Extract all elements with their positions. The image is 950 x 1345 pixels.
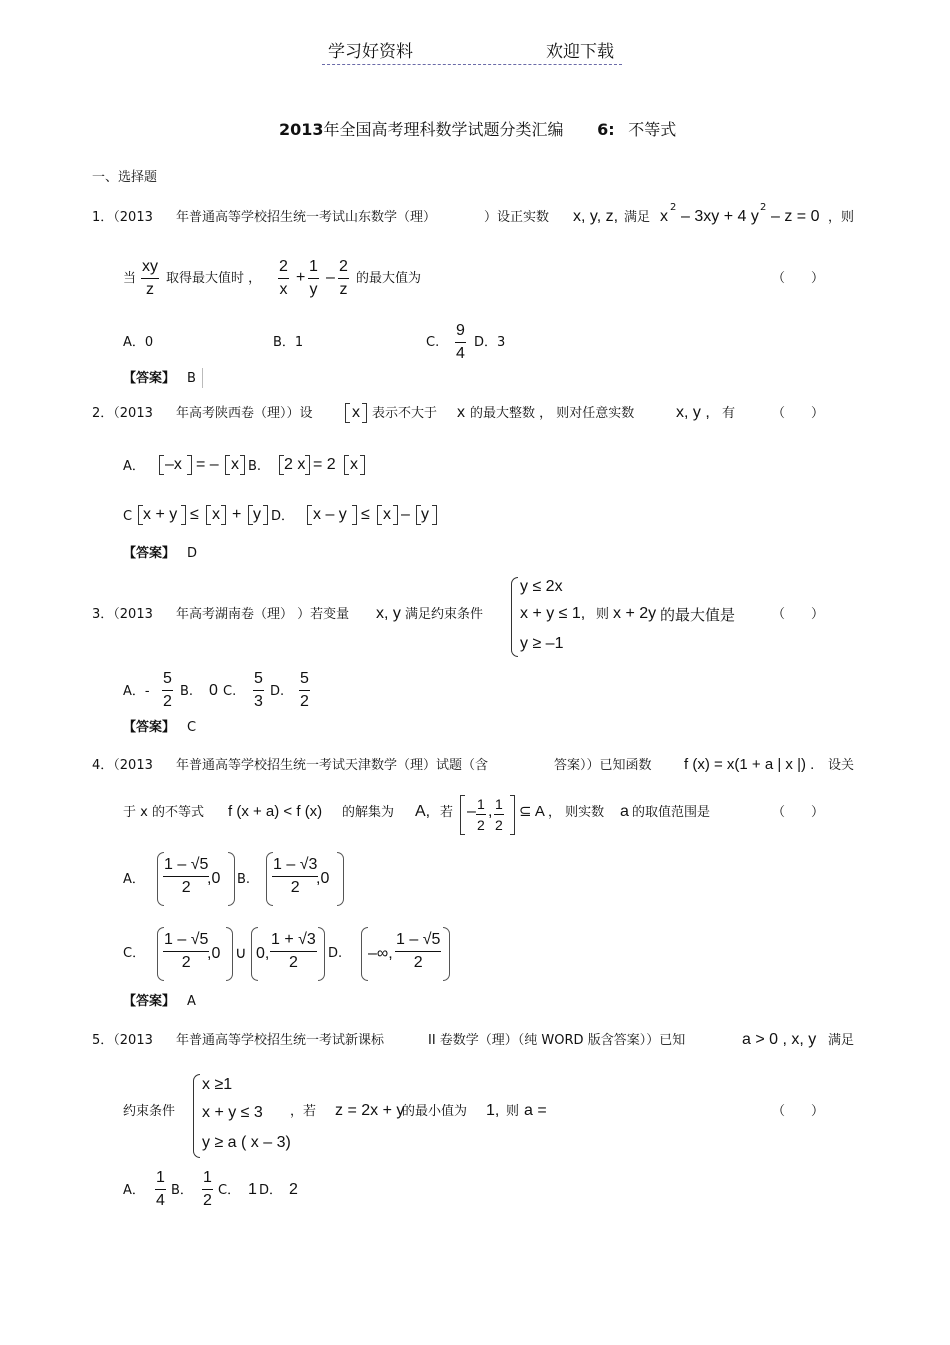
q2-opt-d-2: x bbox=[383, 506, 391, 523]
q1-vars: x, y, z, bbox=[573, 208, 619, 225]
q3-c-num: 5 bbox=[253, 671, 264, 691]
q4-subset: ⊆ A bbox=[519, 803, 545, 820]
q3-answer: C bbox=[187, 720, 197, 735]
q2-b-br2 bbox=[360, 455, 365, 475]
q3-c2-obj: x + 2y bbox=[613, 605, 657, 622]
q2-b-br1 bbox=[305, 455, 310, 475]
q5-c1: x ≥1 bbox=[202, 1076, 233, 1093]
q5-if: ，若 bbox=[290, 1104, 317, 1119]
q1-mark bbox=[202, 368, 203, 388]
q2-source: 年高考陕西卷（理））设 bbox=[176, 406, 313, 421]
q5-opt-b-frac bbox=[202, 1170, 213, 1209]
q1-sup-2: 2 bbox=[760, 202, 767, 213]
q2-d-br3 bbox=[432, 505, 437, 525]
q2-opt-d-1: x – y bbox=[313, 506, 347, 523]
q1-max-value: 的最大值为 bbox=[356, 271, 422, 286]
q1-eq-a: x bbox=[660, 208, 668, 225]
q4-opt-a-label[interactable]: A． bbox=[123, 872, 145, 887]
q2-opt-d-label[interactable]: D． bbox=[271, 509, 295, 524]
q2-a-br1 bbox=[187, 455, 192, 475]
q2-mid: 表示不大于 bbox=[372, 406, 438, 421]
q3-cond: 满足约束条件 bbox=[405, 607, 484, 622]
q1-source: 年普通高等学校招生统一考试山东数学（理） bbox=[176, 210, 437, 225]
q4-b-den: 2 bbox=[290, 879, 300, 896]
q3-c-den: 3 bbox=[254, 693, 263, 710]
q4-answer-label: 【答案】 bbox=[123, 994, 176, 1009]
q4-interval-f2 bbox=[494, 797, 504, 832]
q4-d-pr bbox=[443, 927, 450, 981]
q3-c3: y ≥ –1 bbox=[520, 635, 564, 652]
q5-min: 的最小值为 bbox=[402, 1104, 468, 1119]
q4-fx: f (x) = x(1 + a | x |) . bbox=[684, 756, 815, 773]
q4-c2-pr bbox=[318, 927, 325, 981]
q2-answer-label: 【答案】 bbox=[123, 546, 176, 561]
q5-paren: （ ） bbox=[772, 1104, 825, 1119]
q5-opt-d[interactable]: D． bbox=[259, 1183, 283, 1198]
q1-frac-2x bbox=[278, 259, 289, 298]
q5-num: 5．（2013 bbox=[92, 1033, 153, 1048]
q2-x-bracket: x bbox=[352, 404, 360, 421]
q2-xy: x, y , bbox=[676, 404, 710, 421]
q2-answer: D bbox=[187, 546, 198, 561]
q2-d-br1 bbox=[352, 505, 357, 525]
q1-frac-1y bbox=[308, 259, 319, 298]
q4-a-num: 1 – √5 bbox=[163, 857, 209, 877]
q1-opt-d[interactable]: D．3 bbox=[474, 335, 506, 350]
title-topic: 不等式 bbox=[628, 120, 677, 139]
q4-a-den: 2 bbox=[181, 879, 191, 896]
q5-c3: y ≥ a ( x – 3) bbox=[202, 1134, 291, 1151]
q4-opt-d-label[interactable]: D. bbox=[328, 946, 343, 961]
q2-paren: （ ） bbox=[772, 406, 825, 421]
q4-opt-b-label[interactable]: B. bbox=[237, 872, 251, 887]
q4-i-d2: 2 bbox=[495, 817, 503, 833]
q4-interval-minus: – bbox=[467, 803, 476, 820]
q5-c2: x + y ≤ 3 bbox=[202, 1104, 263, 1121]
q5-z: z = 2x + y bbox=[335, 1102, 405, 1119]
q1-optc-den: 4 bbox=[456, 345, 465, 362]
q3-opt-a[interactable]: A．- bbox=[123, 684, 150, 699]
q2-bracket-r bbox=[362, 403, 367, 423]
q1-max-when: 取得最大值时 ， bbox=[166, 271, 262, 286]
q5-a-num: 1 bbox=[155, 1170, 166, 1190]
q4-range: 的取值范围是 bbox=[632, 805, 711, 820]
q5-source: 年普通高等学校招生统一考试新课标 bbox=[176, 1033, 385, 1048]
q3-num: 3．（2013 bbox=[92, 607, 153, 622]
q4-d-pl bbox=[361, 927, 368, 981]
q4-A: A, bbox=[415, 803, 431, 820]
q5-opt-b[interactable]: B． bbox=[171, 1183, 193, 1198]
q1-num: 1．（2013 bbox=[92, 210, 153, 225]
q4-c2-den: 2 bbox=[288, 954, 298, 971]
title-year: 2013 bbox=[279, 120, 324, 139]
q4-interval-f1 bbox=[476, 797, 486, 832]
q4-interval-br bbox=[510, 795, 515, 835]
q1-plus: + bbox=[296, 269, 306, 286]
q2-opt-c-le: ≤ bbox=[190, 506, 199, 523]
q4-opt-b-frac bbox=[272, 857, 318, 896]
q5-brace bbox=[193, 1074, 200, 1158]
q2-num: 2．（2013 bbox=[92, 406, 153, 421]
q3-opt-c-frac bbox=[253, 671, 264, 710]
q4-a-pr bbox=[228, 852, 235, 906]
q3-opt-d[interactable]: D. bbox=[270, 684, 285, 699]
q5-source-2: II 卷数学（理）（纯 WORD 版含答案））已知 bbox=[428, 1033, 686, 1048]
q2-opt-a-expr: –x bbox=[165, 456, 182, 473]
q1-sup-1: 2 bbox=[670, 202, 677, 213]
q4-interval-comma: , bbox=[488, 803, 493, 820]
q4-c-den: 2 bbox=[181, 954, 191, 971]
q2-opt-b-eq: = 2 bbox=[313, 456, 336, 473]
title-num: 6: bbox=[597, 120, 615, 139]
q2-opt-d-le: ≤ bbox=[361, 506, 370, 523]
q4-real: ， 则实数 bbox=[548, 805, 605, 820]
q3-c2: x + y ≤ 1, bbox=[520, 605, 586, 622]
q4-opt-c2-head: 0, bbox=[256, 945, 270, 962]
q2-c-br1 bbox=[181, 505, 186, 525]
q3-a-den: 2 bbox=[163, 693, 172, 710]
q4-opt-b-tail: ,0 bbox=[316, 870, 330, 887]
q2-bracket-l bbox=[345, 403, 350, 423]
q4-c-num: 1 – √5 bbox=[163, 932, 209, 952]
q4-a: a bbox=[620, 803, 629, 820]
q2-c-br2 bbox=[221, 505, 226, 525]
q4-opt-d-frac bbox=[395, 932, 441, 971]
q2-opt-d-3: y bbox=[421, 506, 429, 523]
q5-opt-c-val: 1 bbox=[248, 1181, 257, 1198]
q3-a-num: 5 bbox=[162, 671, 173, 691]
q2-a-bl2 bbox=[225, 455, 230, 475]
q4-source: 年普通高等学校招生统一考试天津数学（理）试题（含 bbox=[176, 758, 489, 773]
q3-xy: x, y bbox=[376, 605, 401, 622]
q1-f2-den: x bbox=[279, 281, 288, 298]
q2-opt-c-2: x bbox=[212, 506, 220, 523]
q4-about-x: 于 x 的不等式 bbox=[123, 805, 204, 820]
q3-opt-d-frac bbox=[299, 671, 310, 710]
q1-eq-b: – 3xy + 4 y bbox=[681, 208, 759, 225]
q4-if: 若 bbox=[440, 805, 454, 820]
q1-cond: 满足 bbox=[624, 210, 651, 225]
q1-when: 当 bbox=[123, 271, 137, 286]
q1-eq-c: – z = 0 bbox=[771, 208, 820, 225]
q4-opt-c-tail: ,0 bbox=[207, 945, 221, 962]
q4-opt-c-cup: ∪ bbox=[235, 945, 247, 962]
q5-opt-a-frac bbox=[155, 1170, 166, 1209]
q1-paren: （ ） bbox=[772, 271, 825, 286]
q4-c2-num: 1 + √3 bbox=[270, 932, 317, 952]
q2-d-br2 bbox=[393, 505, 398, 525]
q5-cond: a > 0 , x, y bbox=[742, 1031, 817, 1048]
q4-opt-d-head: –∞, bbox=[368, 945, 393, 962]
q1-opt-c[interactable]: C. bbox=[426, 335, 440, 350]
q5-opt-c[interactable]: C． bbox=[218, 1183, 241, 1198]
q5-opt-d-val: 2 bbox=[289, 1181, 298, 1198]
q3-opt-a-frac bbox=[162, 671, 173, 710]
q4-b-num: 1 – √3 bbox=[272, 857, 318, 877]
q5-then: 则 bbox=[506, 1104, 520, 1119]
q3-d-den: 2 bbox=[300, 693, 309, 710]
q4-i-d1: 2 bbox=[477, 817, 485, 833]
q4-tail: 设关 bbox=[828, 758, 855, 773]
q5-one: 1, bbox=[486, 1102, 500, 1119]
q3-brace bbox=[511, 577, 518, 657]
q5-tail: 满足 bbox=[828, 1033, 855, 1048]
q1-frac1-den: z bbox=[146, 281, 154, 298]
q1-minus: – bbox=[326, 269, 335, 286]
q2-a-br2 bbox=[240, 455, 245, 475]
q5-opt-a[interactable]: A． bbox=[123, 1183, 145, 1198]
q4-answer: A bbox=[187, 994, 196, 1009]
q2-a-bl1 bbox=[159, 455, 164, 475]
q2-c-bl2 bbox=[206, 505, 211, 525]
q5-b-num: 1 bbox=[202, 1170, 213, 1190]
q4-i-n1: 1 bbox=[476, 797, 486, 815]
q2-d-bl1 bbox=[307, 505, 312, 525]
page-title bbox=[279, 122, 676, 138]
section-heading: 一、选择题 bbox=[92, 170, 158, 185]
q2-b-bl2 bbox=[344, 455, 349, 475]
q5-a-eq: a = bbox=[524, 1102, 547, 1119]
q1-opt-c-frac bbox=[455, 323, 466, 362]
q1-answer-label: 【答案】 bbox=[123, 371, 176, 386]
q1-opt-a[interactable]: A．0 bbox=[123, 335, 154, 350]
q4-interval-bl bbox=[460, 795, 465, 835]
q1-frac-xy-z bbox=[141, 259, 159, 298]
q1-opt-b[interactable]: B．1 bbox=[273, 335, 304, 350]
q4-b-pr bbox=[337, 852, 344, 906]
q2-opt-a-label[interactable]: A． bbox=[123, 459, 145, 474]
q3-opt-b-val: 0 bbox=[209, 682, 218, 699]
q3-opt-c[interactable]: C. bbox=[223, 684, 237, 699]
q2-opt-b-x: x bbox=[350, 456, 358, 473]
q2-d-bl2 bbox=[377, 505, 382, 525]
q2-c-br3 bbox=[263, 505, 268, 525]
q1-optc-num: 9 bbox=[455, 323, 466, 343]
title-text: 年全国高考理科数学试题分类汇编 bbox=[323, 120, 564, 139]
q2-opt-b-expr: 2 x bbox=[284, 456, 306, 473]
q2-tail: 有 bbox=[722, 406, 736, 421]
q5-constraints-label: 约束条件 bbox=[123, 1104, 176, 1119]
q4-opt-a-tail: ,0 bbox=[207, 870, 221, 887]
q4-source-2: 答案））已知函数 bbox=[554, 758, 652, 773]
q2-opt-c-3: y bbox=[253, 506, 261, 523]
q2-opt-a-eq: = – bbox=[196, 456, 219, 473]
header-right: 欢迎下载 bbox=[546, 42, 614, 62]
q1-f3-den: y bbox=[309, 281, 318, 298]
q1-f3-num: 1 bbox=[308, 259, 319, 279]
q5-a-den: 4 bbox=[156, 1192, 165, 1209]
q4-solution-set: 的解集为 bbox=[342, 805, 395, 820]
q4-ineq: f (x + a) < f (x) bbox=[228, 803, 323, 820]
q3-opt-b[interactable]: B. bbox=[180, 684, 194, 699]
q3-source: 年高考湖南卷（理） ）若变量 bbox=[176, 607, 350, 622]
q2-opt-d-minus: – bbox=[401, 506, 410, 523]
q4-d-num: 1 – √5 bbox=[395, 932, 441, 952]
q1-f2-num: 2 bbox=[278, 259, 289, 279]
header-divider bbox=[322, 64, 622, 65]
q3-c1: y ≤ 2x bbox=[520, 578, 563, 595]
q2-mid2: 的最大整数 ， 则对任意实数 bbox=[470, 406, 635, 421]
q4-opt-c-frac bbox=[163, 932, 209, 971]
q4-i-n2: 1 bbox=[494, 797, 504, 815]
q4-c-pr bbox=[226, 927, 233, 981]
q1-answer: B bbox=[187, 371, 196, 386]
q1-f4-num: 2 bbox=[338, 259, 349, 279]
q4-d-den: 2 bbox=[413, 954, 423, 971]
q4-opt-c-label[interactable]: C． bbox=[123, 946, 146, 961]
q4-num: 4．（2013 bbox=[92, 758, 153, 773]
q1-frac1-num: xy bbox=[141, 259, 159, 279]
q2-opt-c-label[interactable]: C bbox=[123, 509, 133, 524]
q1-frac-2z bbox=[338, 259, 349, 298]
q4-opt-a-frac bbox=[163, 857, 209, 896]
q2-x: x bbox=[457, 404, 465, 421]
q1-tail: ，则 bbox=[828, 210, 855, 225]
q3-d-num: 5 bbox=[299, 671, 310, 691]
q2-opt-a-x: x bbox=[231, 456, 239, 473]
q2-opt-c-plus: + bbox=[232, 506, 242, 523]
q4-paren: （ ） bbox=[772, 805, 825, 820]
q4-opt-c2-frac bbox=[270, 932, 317, 971]
q2-opt-b-label[interactable]: B. bbox=[248, 459, 262, 474]
q5-b-den: 2 bbox=[203, 1192, 212, 1209]
q2-opt-c-1: x + y bbox=[143, 506, 178, 523]
q3-answer-label: 【答案】 bbox=[123, 720, 176, 735]
q3-c2-max: 的最大值是 bbox=[660, 606, 736, 624]
q3-paren: （ ） bbox=[772, 607, 825, 622]
header-left: 学习好资料 bbox=[328, 42, 413, 62]
q1-f4-den: z bbox=[339, 281, 348, 298]
q1-close: ）设正实数 bbox=[484, 210, 550, 225]
q3-c2-then: 则 bbox=[596, 607, 610, 622]
